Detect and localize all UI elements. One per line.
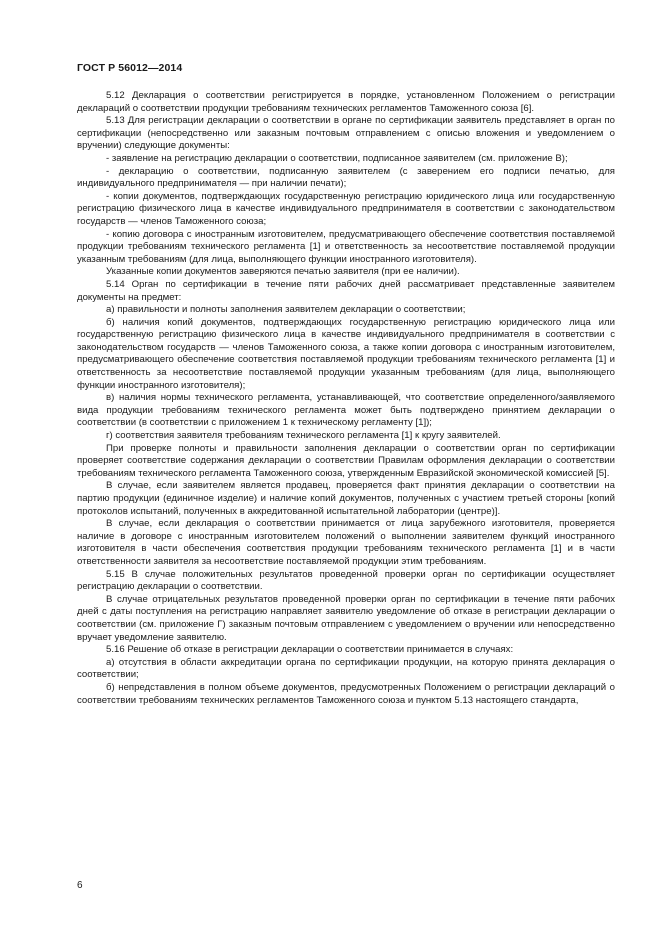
list-item: б) непредставления в полном объеме документов, предусмотренных Положением о регистрации деклараций о соответствии требованиям технических регламентов Таможенного союза и пунктом 5.13 настоящего стандарта, [77,681,615,706]
list-item: в) наличия нормы технического регламента, устанавливающей, что соответствие определенного/заявляемого вида продукции требованиям технического регламента может быть подтверждено принятием декларации о соответствии (в соответствии с приложением 1 к техническому регламенту [1]); [77,392,615,429]
paragraph: 5.14 Орган по сертификации в течение пяти рабочих дней рассматривает представленные заявителем документы на предмет: [77,278,615,303]
list-item: - копию договора с иностранным изготовителем, предусматривающего обеспечение соответствия поставляемой продукции требованиям технического регламента [1] и ответственность за несоответствие поставляемой продукции указанным требованиям (для лица, выполняющего функции иностранного изготовителя). [77,228,615,265]
page-number: 6 [77,880,83,891]
paragraph: 5.12 Декларация о соответствии регистрируется в порядке, установленном Положением о регистрации деклараций о соответствии продукции требованиям технических регламентов Таможенного союза [6]. [77,90,615,114]
paragraph: В случае отрицательных результатов проведенной проверки орган по сертификации в течение пяти рабочих дней с даты поступления на регистрацию направляет заявителю уведомление об отказе в регистрации декларации о соответствии (см. приложение Г) заказным почтовым отправлением с уведомлением о вручении или непосредственно вручает уведомление заявителю. [77,593,615,643]
paragraph: Указанные копии документов заверяются печатью заявителя (при ее наличии). [106,266,460,278]
document-body [77,90,615,707]
list-item: а) отсутствия в области аккредитации органа по сертификации продукции, на которую принята декларация о соответствии; [77,656,615,681]
standard-header: ГОСТ Р 56012—2014 [77,62,183,74]
paragraph: 5.15 В случае положительных результатов проведенной проверки орган по сертификации осуществляет регистрацию декларации о соответствии. [77,568,615,593]
list-item: г) соответствия заявителя требованиям технического регламента [1] к кругу заявителей. [106,430,501,442]
list-item: - декларацию о соответствии, подписанную заявителем (с заверением его подписи печатью, для индивидуального предпринимателя — при наличии печати); [77,165,615,190]
list-item: - заявление на регистрацию декларации о соответствии, подписанное заявителем (см. приложение В); [106,152,568,164]
paragraph: При проверке полноты и правильности заполнения декларации о соответствии орган по сертификации проверяет соответствие содержания декларации о соответствии Правилам оформления декларации о соответствии требованиям технического регламента Таможенного союза, утвержденным Евразийской экономической комиссией [5]. [77,442,615,479]
paragraph: В случае, если заявителем является продавец, проверяется факт принятия декларации о соответствии на партию продукции (единичное изделие) и наличие копий документов, полученных с участием третьей стороны [копий протоколов испытаний, полученных в аккредитованной испытательной лаборатории (центре)]. [77,480,615,517]
list-item: а) правильности и полноты заполнения заявителем декларации о соответствии; [106,304,466,316]
list-item: б) наличия копий документов, подтверждающих государственную регистрацию юридического лица или государственную регистрацию физического лица в качестве индивидуального предпринимателя в соответствии с законодательством государств — членов Таможенного союза, а также копии договора с иностранным изготовителем, предусматривающего обеспечение соответствия поставляемой продукции требованиям технического регламента [1] и ответственность за несоответствие поставляемой продукции указанным требованиям (для лица, выполняющего функции иностранного изготовителя); [77,316,615,391]
paragraph: 5.16 Решение об отказе в регистрации декларации о соответствии принимается в случаях: [106,644,514,656]
paragraph: 5.13 Для регистрации декларации о соответствии в органе по сертификации заявитель представляет в орган по сертификации (непосредственно или заказным почтовым отправлением с описью вложения и уведомлением о вручении) следующие документы: [77,115,615,152]
list-item: - копии документов, подтверждающих государственную регистрацию юридического лица или государственную регистрацию физического лица в качестве индивидуального предпринимателя в соответствии с законодательством государств — членов Таможенного союза; [77,190,615,227]
paragraph: В случае, если декларация о соответствии принимается от лица зарубежного изготовителя, проверяется наличие в договоре с иностранным изготовителем положений о выполнении заявителем функций иностранного изготовителя в части обеспечения соответствия продукции требованиям технического регламента [1] и в части ответственности заявителя за несоответствие поставляемой продукции этим требованиям. [77,518,615,567]
